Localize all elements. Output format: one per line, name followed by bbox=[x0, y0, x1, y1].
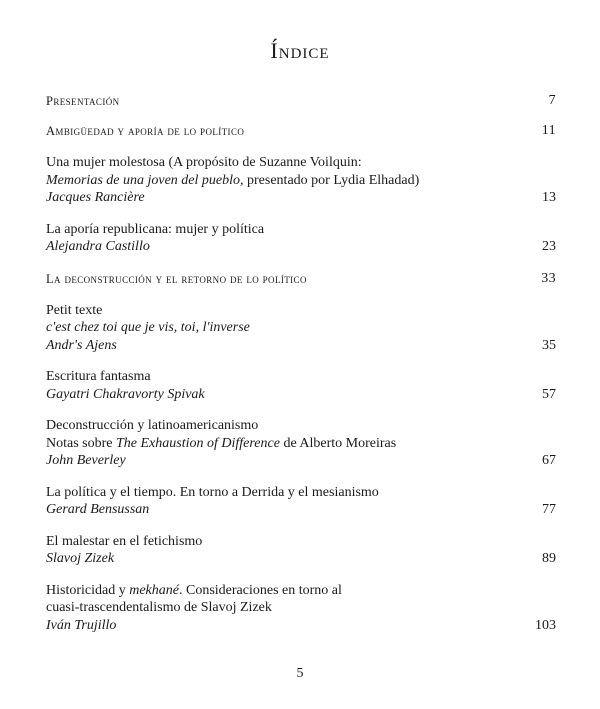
section-label: Ambigüedad y aporía de lo político bbox=[46, 124, 245, 138]
entry-title-line bbox=[46, 582, 556, 600]
entry-title-line: Petit texte bbox=[46, 302, 103, 318]
table-of-contents bbox=[46, 92, 556, 634]
entry-author: Andr's Ajens bbox=[46, 337, 117, 353]
entry-title-head: Historicidad y bbox=[46, 582, 130, 598]
entry-title-head: Notas sobre bbox=[46, 435, 116, 451]
page-number: 13 bbox=[542, 190, 556, 205]
page-title: Índice bbox=[270, 38, 330, 63]
page-number: 23 bbox=[542, 239, 556, 254]
page-number: 7 bbox=[548, 93, 556, 108]
entry-title-line: La aporía republicana: mujer y política bbox=[46, 221, 265, 237]
entry-title-line: Una mujer molestosa (A propósito de Suzanne Voilquin: bbox=[46, 155, 362, 170]
entry-author: John Beverley bbox=[46, 453, 126, 468]
entry-title-tail: , presentado por Lydia Elhadad) bbox=[240, 172, 420, 188]
toc-entry bbox=[46, 302, 556, 355]
toc-entry bbox=[46, 484, 556, 519]
folio-page-number: 5 bbox=[296, 666, 304, 681]
section-label: Presentación bbox=[46, 94, 120, 108]
entry-title-line: c'est chez toi que je vis, toi, l'inverse bbox=[46, 320, 250, 335]
entry-title-line: Deconstrucción y latinoamericanismo bbox=[46, 418, 259, 433]
toc-section-heading bbox=[46, 270, 556, 288]
page-number: 57 bbox=[542, 386, 556, 402]
entry-author: Gerard Bensussan bbox=[46, 502, 150, 517]
toc-section-heading bbox=[46, 92, 556, 110]
entry-title-line bbox=[46, 172, 556, 190]
entry-title-italic: mekhané bbox=[129, 582, 179, 598]
page-number: 35 bbox=[542, 337, 556, 353]
toc-section-heading bbox=[46, 122, 556, 140]
entry-title-italic: Memorias de una joven del pueblo bbox=[46, 172, 241, 188]
entry-title-italic: The Exhaustion of Difference bbox=[116, 435, 280, 451]
toc-entry bbox=[46, 221, 556, 256]
page-number: 67 bbox=[542, 453, 556, 468]
entry-title-tail: . Consideraciones en torno al bbox=[178, 582, 342, 598]
page-number: 33 bbox=[541, 270, 556, 286]
page-number: 89 bbox=[542, 551, 556, 566]
entry-title-line: cuasi-trascendentalismo de Slavoj Zizek bbox=[46, 600, 272, 615]
toc-entry bbox=[46, 154, 556, 207]
entry-author: Iván Trujillo bbox=[46, 617, 117, 633]
entry-title-line bbox=[46, 435, 556, 453]
page-number: 77 bbox=[542, 502, 556, 517]
entry-title-line: El malestar en el fetichismo bbox=[46, 533, 203, 549]
toc-entry bbox=[46, 533, 556, 568]
entry-author: Jacques Rancière bbox=[46, 190, 145, 205]
toc-entry bbox=[46, 582, 556, 635]
entry-title-line: Escritura fantasma bbox=[46, 369, 151, 384]
entry-author: Gayatri Chakravorty Spivak bbox=[46, 386, 205, 402]
toc-entry bbox=[46, 368, 556, 403]
page-number: 11 bbox=[541, 123, 556, 138]
entry-author: Slavoj Zizek bbox=[46, 551, 115, 566]
entry-title-tail: de Alberto Moreiras bbox=[279, 435, 397, 451]
section-label: La deconstrucción y el retorno de lo político bbox=[46, 271, 307, 286]
toc-entry bbox=[46, 417, 556, 470]
entry-title-line: La política y el tiempo. En torno a Derrida y el mesianismo bbox=[46, 484, 379, 500]
page-number: 103 bbox=[535, 617, 556, 633]
entry-author: Alejandra Castillo bbox=[46, 239, 150, 254]
